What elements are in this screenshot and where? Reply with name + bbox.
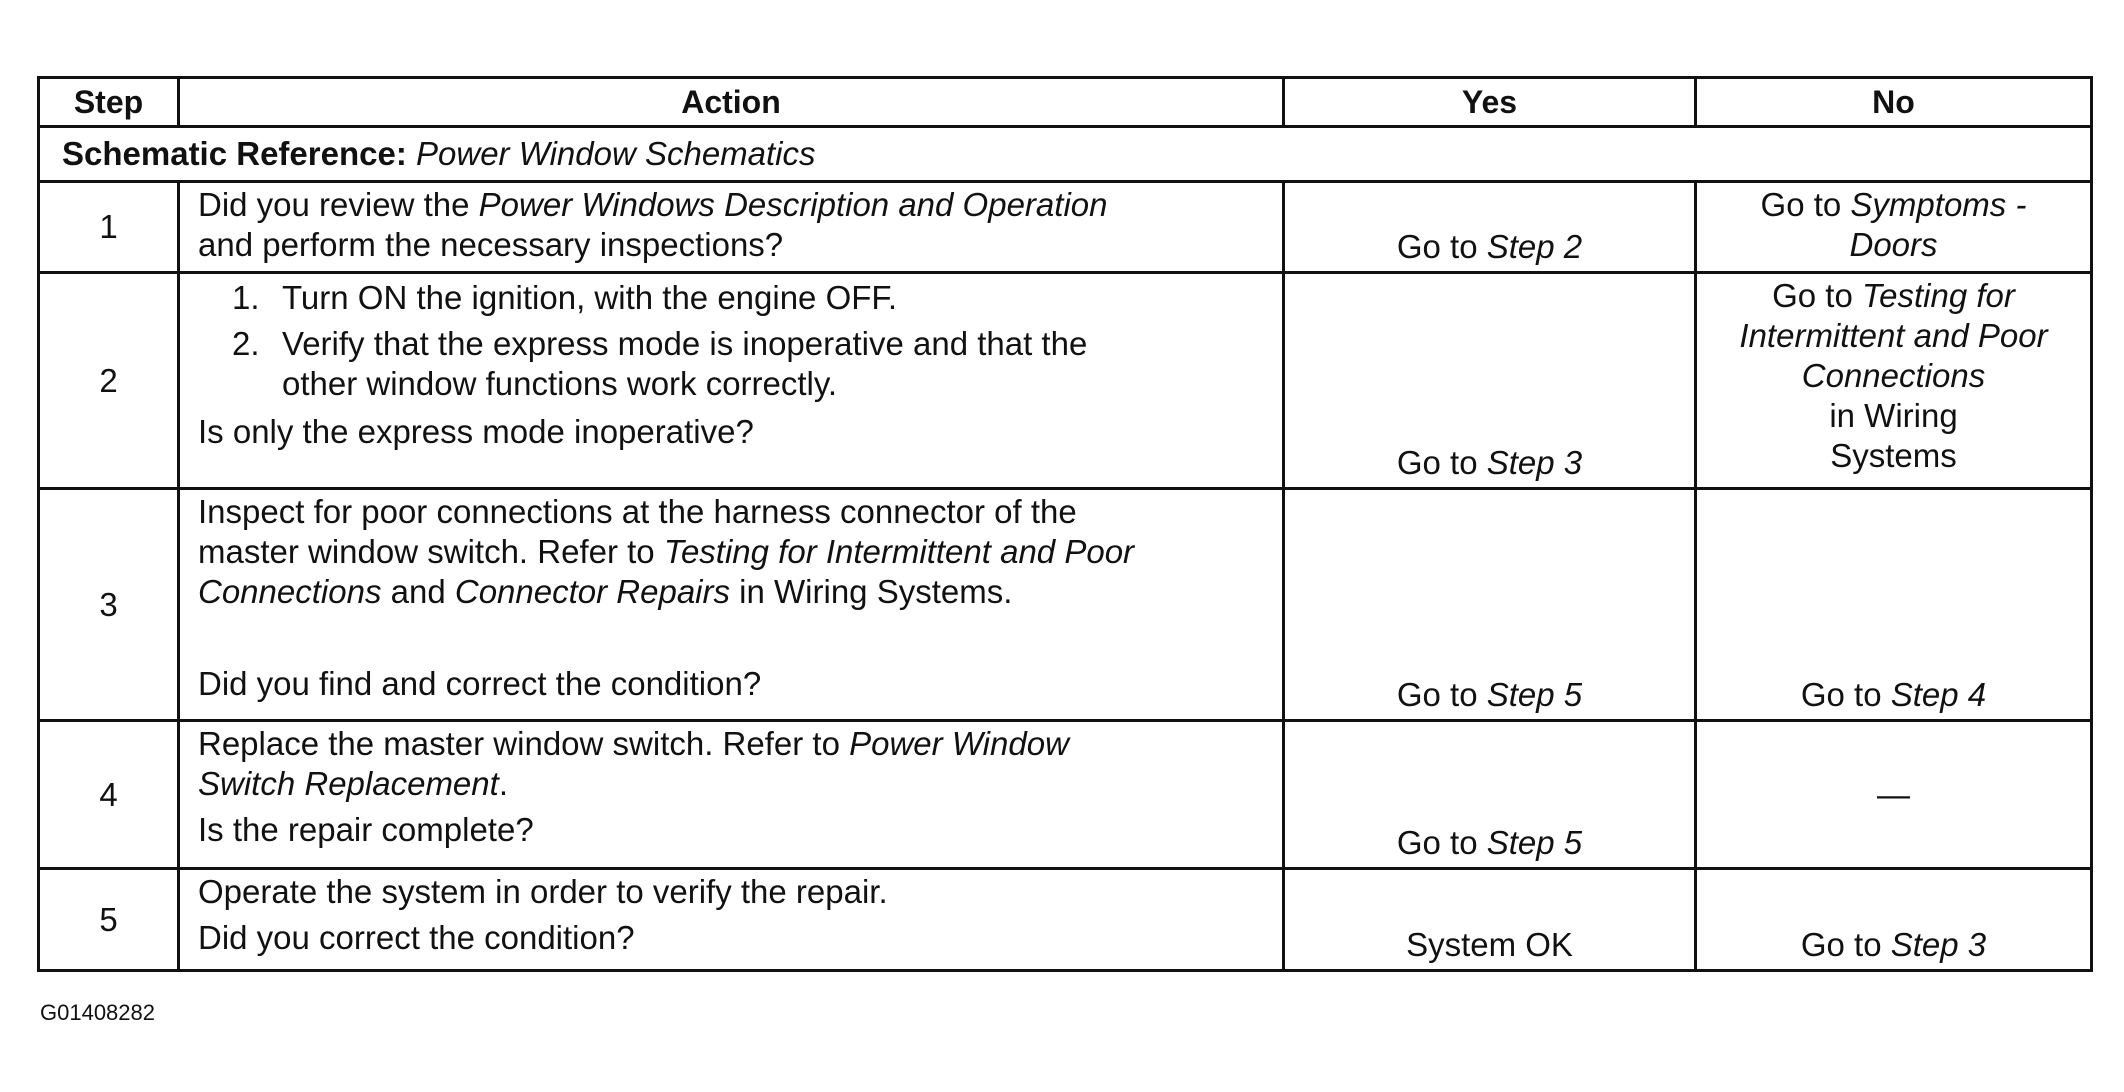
step-number: 3 <box>39 489 179 721</box>
header-row <box>39 78 2092 127</box>
action-reference: Testing for Intermittent and Poor <box>663 533 1135 570</box>
no-text: Go to <box>1772 277 1862 314</box>
no-cell: — <box>1696 721 2092 869</box>
list-item-cont: other window functions work correctly. <box>282 365 838 402</box>
action-text: Replace the master window switch. Refer to <box>198 725 850 762</box>
action-question: and perform the necessary inspections? <box>198 226 784 263</box>
no-text: Go to <box>1800 676 1891 713</box>
no-text: Go to <box>1760 186 1851 223</box>
list-number: 2. <box>232 325 260 362</box>
diagnostic-table <box>37 76 2093 972</box>
schematic-label: Schematic Reference: <box>62 135 407 172</box>
list-item: Verify that the express mode is inoperative and that the <box>282 325 1088 362</box>
yes-reference: Step 5 <box>1486 676 1583 713</box>
yes-reference: Step 5 <box>1486 824 1583 861</box>
yes-text: Go to <box>1396 444 1487 481</box>
table-row <box>39 869 2092 971</box>
header-action: Action <box>179 78 1284 127</box>
no-reference-cont: Connections <box>1801 357 1986 394</box>
action-reference: Power Windows Description and Operation <box>478 186 1108 223</box>
step-number: 1 <box>39 182 179 273</box>
yes-cell <box>1284 721 1696 869</box>
action-question: Is the repair complete? <box>198 811 534 848</box>
no-reference: Symptoms - <box>1850 186 2027 223</box>
action-text: . <box>498 765 508 802</box>
action-text: and <box>381 573 455 610</box>
schematic-reference-row <box>39 127 2092 182</box>
table-row <box>39 489 2092 721</box>
action-text: in Wiring Systems. <box>730 573 1013 610</box>
table-row <box>39 721 2092 869</box>
yes-cell <box>1284 182 1696 273</box>
action-cell <box>179 182 1284 273</box>
action-text: Did you review the <box>198 186 479 223</box>
step-number: 5 <box>39 869 179 971</box>
step-number: 2 <box>39 273 179 489</box>
action-text: Operate the system in order to verify the repair. <box>198 873 888 910</box>
schematic-reference <box>39 127 2092 182</box>
action-question: Is only the express mode inoperative? <box>198 413 754 450</box>
action-cell <box>179 869 1284 971</box>
no-text-cont: in Wiring <box>1829 397 1958 434</box>
action-question: Did you find and correct the condition? <box>198 665 762 702</box>
no-cell <box>1696 182 2092 273</box>
table-row <box>39 182 2092 273</box>
action-reference: Connector Repairs <box>454 573 730 610</box>
no-cell <box>1696 869 2092 971</box>
list-number: 1. <box>232 279 260 316</box>
no-reference-cont: Doors <box>1849 226 1938 263</box>
action-question: Did you correct the condition? <box>198 919 635 956</box>
yes-reference: Step 3 <box>1486 444 1583 481</box>
no-text-cont: Systems <box>1830 437 1957 474</box>
schematic-value: Power Window Schematics <box>416 135 816 172</box>
yes-text: Go to <box>1396 676 1487 713</box>
action-text: master window switch. Refer to <box>198 533 664 570</box>
no-cell <box>1696 273 2092 489</box>
no-reference-cont: Intermittent and Poor <box>1739 317 2048 354</box>
action-text: Inspect for poor connections at the harness connector of the <box>198 493 1077 530</box>
yes-text: Go to <box>1396 228 1487 265</box>
action-reference: Connections <box>198 573 382 610</box>
action-cell <box>179 273 1284 489</box>
action-cell <box>179 721 1284 869</box>
action-cell <box>179 489 1284 721</box>
table-row <box>39 273 2092 489</box>
no-cell <box>1696 489 2092 721</box>
header-no: No <box>1696 78 2092 127</box>
action-reference: Switch Replacement <box>198 765 499 802</box>
no-reference: Step 3 <box>1890 926 1987 963</box>
no-reference: Step 4 <box>1890 676 1987 713</box>
step-number: 4 <box>39 721 179 869</box>
yes-cell <box>1284 489 1696 721</box>
yes-text: Go to <box>1396 824 1487 861</box>
yes-cell: System OK <box>1284 869 1696 971</box>
yes-reference: Step 2 <box>1486 228 1583 265</box>
action-reference: Power Window <box>849 725 1069 762</box>
list-item: Turn ON the ignition, with the engine OFF. <box>282 279 898 316</box>
header-yes: Yes <box>1284 78 1696 127</box>
header-step: Step <box>39 78 179 127</box>
no-reference: Testing for <box>1862 277 2015 314</box>
yes-cell <box>1284 273 1696 489</box>
no-text: Go to <box>1800 926 1891 963</box>
figure-id: G01408282 <box>40 1000 155 1025</box>
